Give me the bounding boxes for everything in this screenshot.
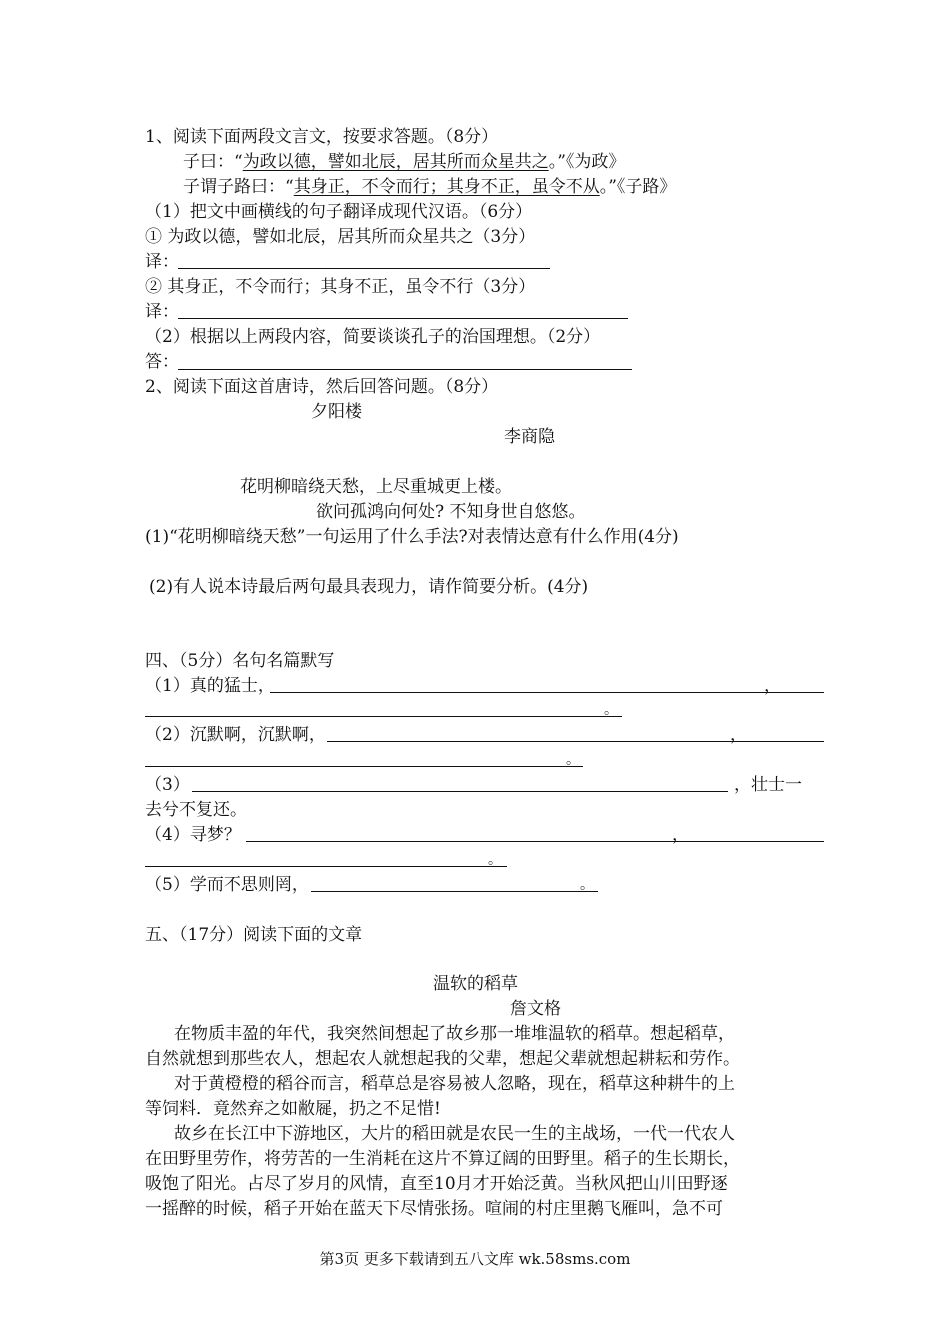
s4-title: 四、（5分）名句名篇默写 xyxy=(145,651,335,671)
s4-item5-end: 。 xyxy=(580,877,594,893)
s4-item4-end: 。 xyxy=(488,852,502,868)
q1-p2-pre: 子谓子路曰：“ xyxy=(183,177,294,197)
s4-item4-label: （4）寻梦？ xyxy=(145,825,241,845)
poem-line-2: 欲问孤鸿向何处? 不知身世自悠悠。 xyxy=(316,502,586,522)
s4-item3-label: （3） xyxy=(145,775,190,795)
q2-title: 2、阅读下面这首唐诗，然后回答问题。（8分） xyxy=(145,377,499,397)
article-p2-line1: 对于黄橙橙的稻谷而言，稻草总是容易被人忽略，现在，稻草这种耕牛的上 xyxy=(174,1074,735,1094)
q1-answer-line-3[interactable] xyxy=(178,369,632,370)
q1-sub1: （1）把文中画横线的句子翻译成现代汉语。（6分） xyxy=(145,202,533,222)
q1-passage-1 xyxy=(183,151,625,173)
s4-item4-comma: ， xyxy=(672,825,689,845)
s4-item5-label: （5）学而不思则罔， xyxy=(145,875,309,895)
q1-trans-label-2: 译： xyxy=(145,302,179,322)
poem-author: 李商隐 xyxy=(504,427,555,447)
s4-item3-blank[interactable] xyxy=(192,791,728,792)
article-p3-line3: 吸饱了阳光。占尽了岁月的风情，直至10月才开始泛黄。当秋风把山川田野逐 xyxy=(145,1174,728,1194)
article-p3-line4: 一摇醉的时候，稻子开始在蓝天下尽情张扬。喧闹的村庄里鹅飞雁叫，急不可 xyxy=(145,1199,723,1219)
s4-item1-label: （1）真的猛士， xyxy=(145,676,275,696)
page-footer: 第3页 更多下载请到五八文库 wk.58sms.com xyxy=(319,1250,631,1268)
q1-p1-pre: 子曰：“ xyxy=(183,152,243,172)
article-p3-line2: 在田野里劳作，将劳苦的一生消耗在这片不算辽阔的田野里。稻子的生长期长， xyxy=(145,1149,740,1169)
q1-p1-underlined: 为政以德，譬如北辰，居其所而众星共之 xyxy=(242,152,549,172)
poem-line-1: 花明柳暗绕天愁，上尽重城更上楼。 xyxy=(240,477,512,497)
s4-item1-blank-a[interactable] xyxy=(270,692,824,693)
article-p3-line1: 故乡在长江中下游地区，大片的稻田就是农民一生的主战场，一代一代农人 xyxy=(174,1124,735,1144)
s5-title: 五、（17分）阅读下面的文章 xyxy=(145,925,363,945)
s4-item1-end: 。 xyxy=(604,702,618,718)
s4-item1-blank-b[interactable] xyxy=(145,716,622,717)
s4-item4-blank-b[interactable] xyxy=(145,866,507,867)
q1-p1-post: 。”《为政》 xyxy=(548,152,626,172)
s4-item2-end: 。 xyxy=(566,752,580,768)
q1-p2-post: 。”《子路》 xyxy=(599,177,677,197)
q1-answer-label: 答： xyxy=(145,352,179,372)
article-p1-line1: 在物质丰盈的年代，我突然间想起了故乡那一堆堆温软的稻草。想起稻草， xyxy=(174,1024,735,1044)
q1-trans-label-1: 译： xyxy=(145,252,179,272)
s4-item1-comma: ， xyxy=(764,676,781,696)
q1-item1: ① 为政以德，譬如北辰，居其所而众星共之（3分） xyxy=(145,227,536,247)
s4-item3-tail: ，壮士一 xyxy=(734,775,802,795)
s4-item3-line2: 去兮不复还。 xyxy=(145,800,247,820)
q1-p2-underlined: 其身正，不令而行；其身不正，虽令不从 xyxy=(293,177,600,197)
q1-item2: ② 其身正，不令而行；其身不正，虽令不行（3分） xyxy=(145,277,536,297)
s4-item2-label: （2）沉默啊，沉默啊， xyxy=(145,725,326,745)
s4-item5-blank[interactable] xyxy=(311,891,598,892)
article-title: 温软的稻草 xyxy=(433,974,518,994)
q1-title: 1、阅读下面两段文言文，按要求答题。（8分） xyxy=(145,127,499,147)
q1-answer-line-1[interactable] xyxy=(178,268,550,269)
q1-sub2: （2）根据以上两段内容，简要谈谈孔子的治国理想。（2分） xyxy=(145,327,601,347)
article-author: 詹文格 xyxy=(510,999,561,1019)
s4-item2-blank-a[interactable] xyxy=(327,741,824,742)
q2-sub1: (1)“花明柳暗绕天愁”一句运用了什么手法?对表情达意有什么作用(4分) xyxy=(145,527,679,547)
s4-item2-comma: ， xyxy=(730,725,747,745)
article-p1-line2: 自然就想到那些农人，想起农人就想起我的父辈，想起父辈就想起耕耘和劳作。 xyxy=(145,1049,740,1069)
q2-sub2: (2)有人说本诗最后两句最具表现力，请作简要分析。(4分) xyxy=(149,577,589,597)
poem-title: 夕阳楼 xyxy=(311,402,362,422)
q1-answer-line-2[interactable] xyxy=(178,318,628,319)
q1-passage-2 xyxy=(183,176,676,198)
s4-item2-blank-b[interactable] xyxy=(145,766,583,767)
article-p2-line2: 等饲料．竟然弃之如敝屣，扔之不足惜! xyxy=(145,1099,441,1119)
s4-item4-blank-a[interactable] xyxy=(246,841,824,842)
